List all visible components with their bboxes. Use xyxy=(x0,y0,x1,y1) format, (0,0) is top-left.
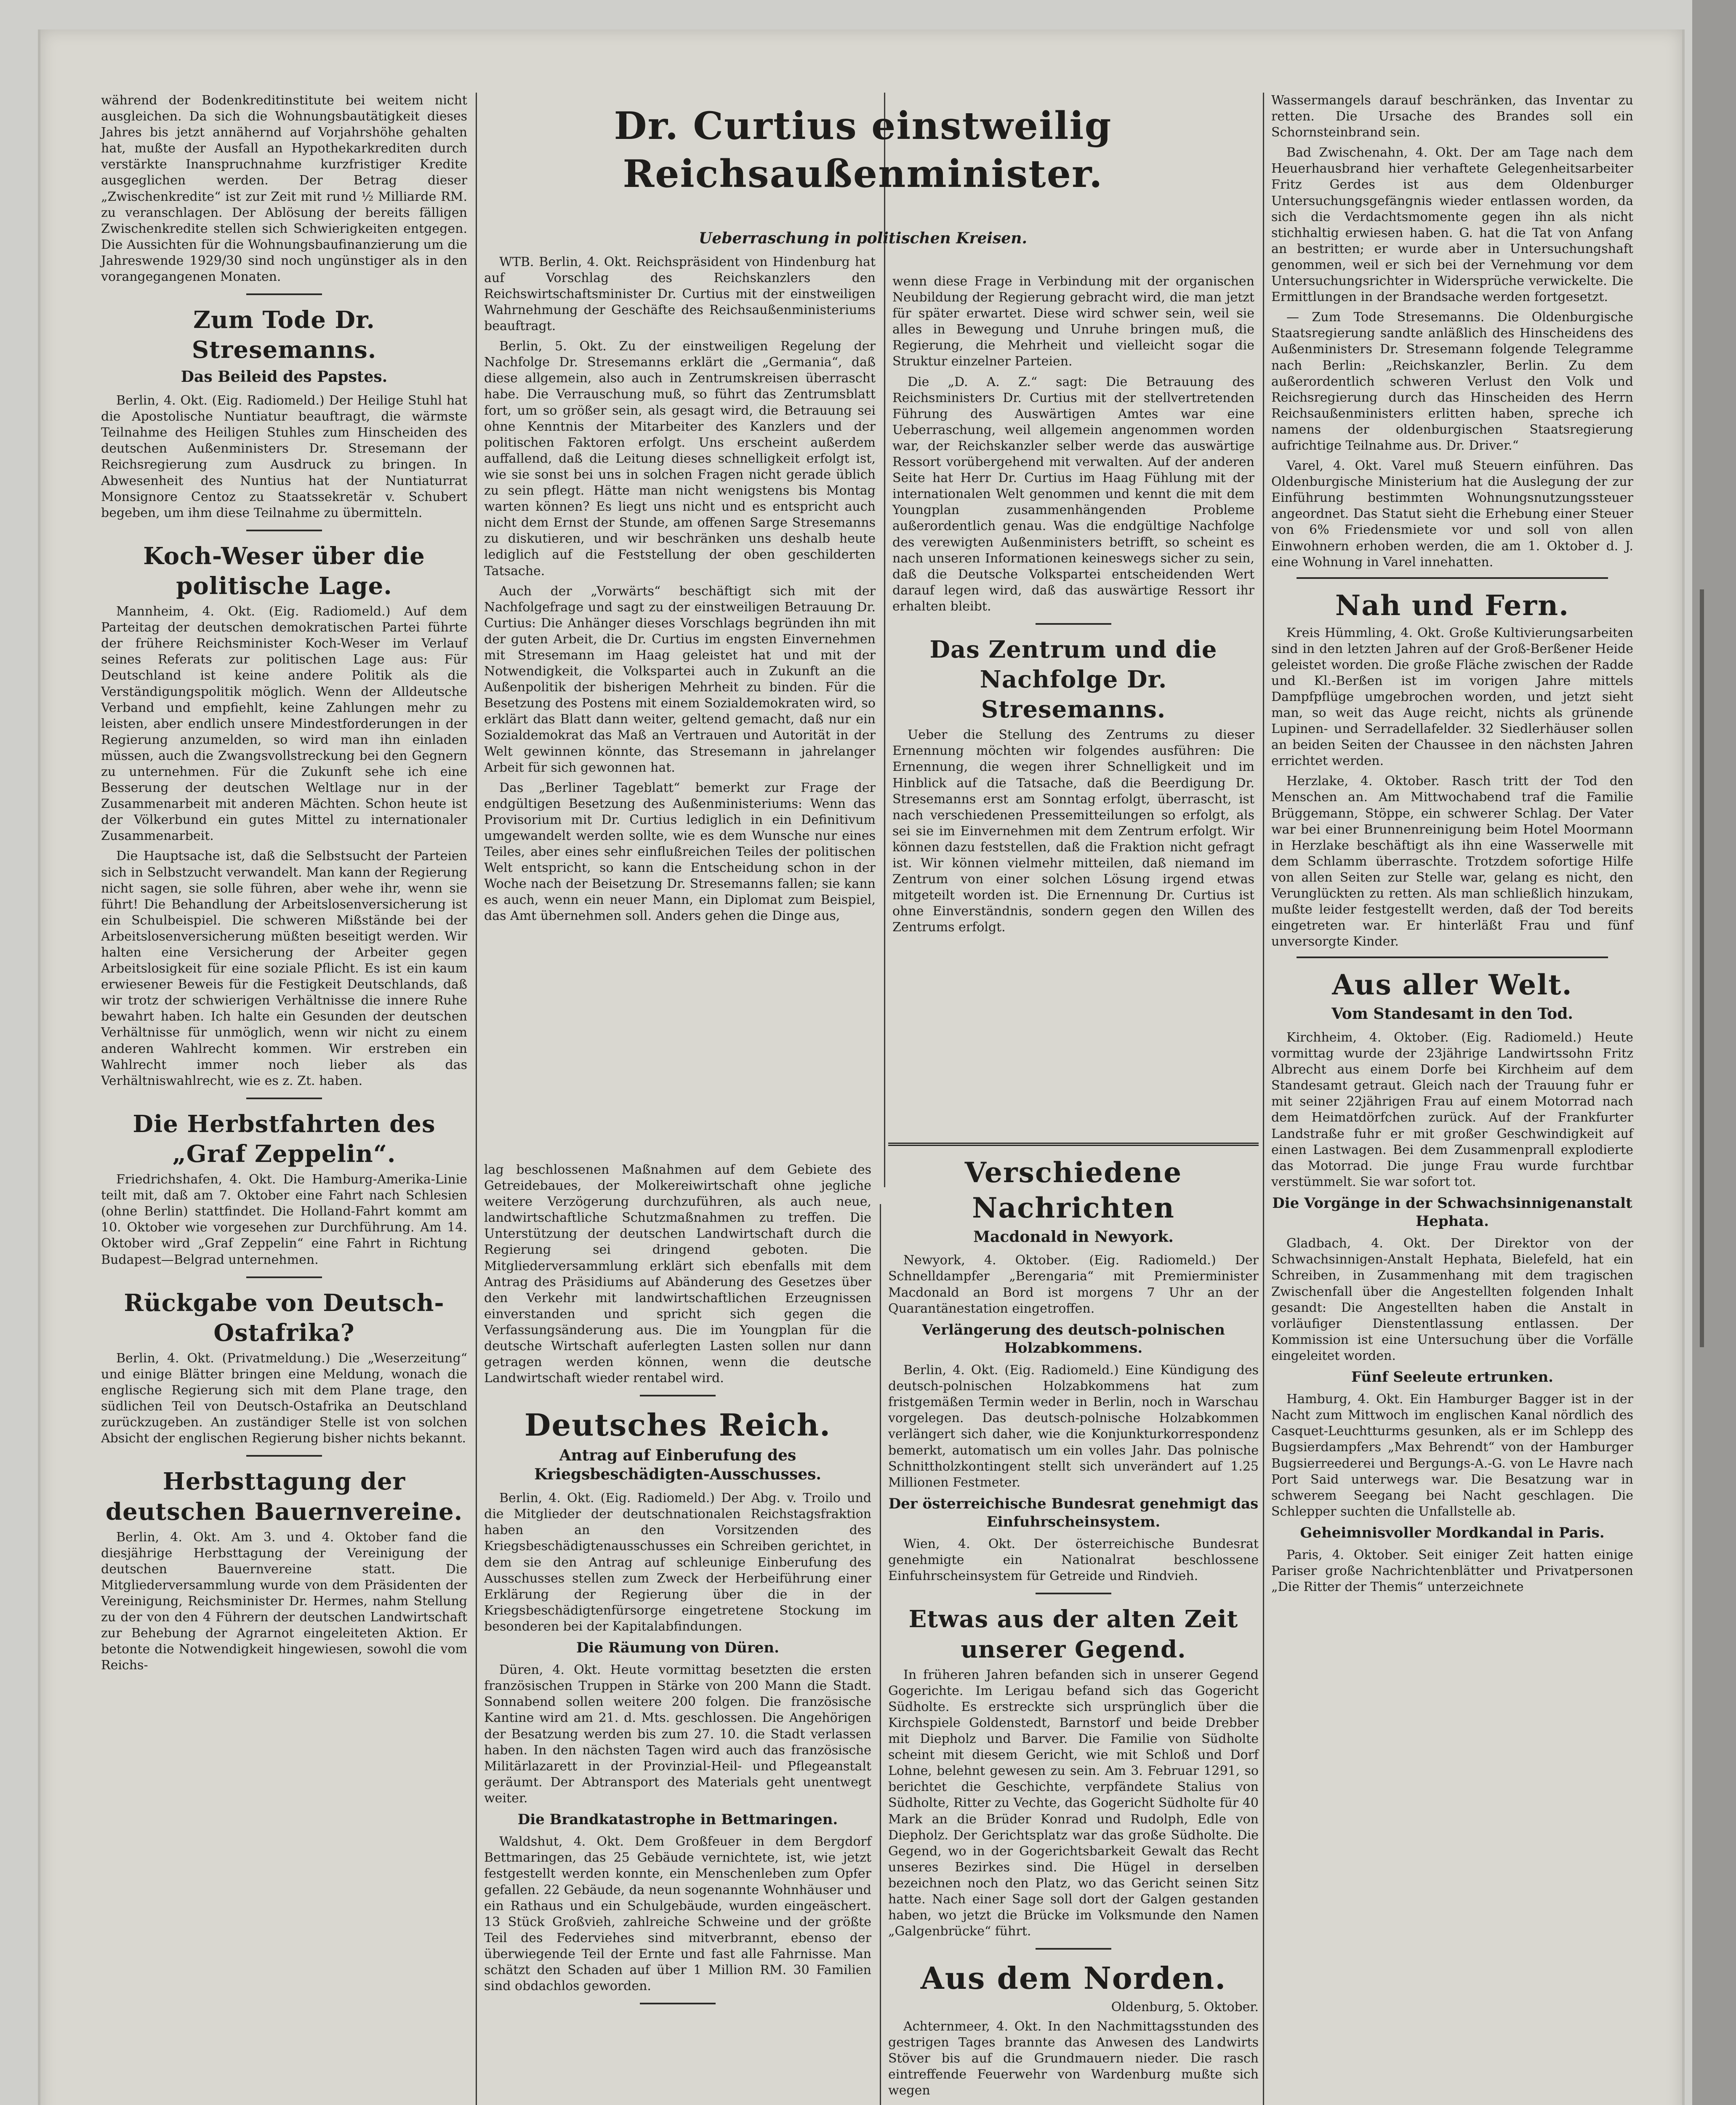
divider xyxy=(246,530,322,531)
headline: Die Räumung von Düren. xyxy=(576,1639,779,1657)
column-rule xyxy=(880,1204,881,2105)
divider xyxy=(246,293,322,295)
divider xyxy=(1036,1948,1111,1950)
section-headline: Nah und Fern. xyxy=(1335,589,1570,622)
column-1 xyxy=(101,93,467,1678)
column-3 xyxy=(892,274,1254,940)
headline: Zum Tode Dr. Stresemanns. xyxy=(192,306,377,364)
divider xyxy=(246,1276,322,1278)
headline: Der österreichische Bundesrat genehmigt das Einfuhrscheinsystem. xyxy=(888,1495,1259,1530)
article-text: Mannheim, 4. Okt. (Eig. Radiomeld.) Auf dem Parteitag der deutschen demokratischen Partei führte der frühere Reichsminister Koch-Weser im Verlauf seines Referats zur politischen Lage aus: Für Deutschland ist keine andere Politik als die Verständigungspolitik möglich. Wenn der Alldeutsche Verband und empfiehlt, keine Zahlungen mehr zu leisten, aber endlich unsere Mindestforderungen in der Regierung anzumelden, so wird man ihn einladen müssen, auch die Zwangsvollstreckung bei den Gegnern zu unternehmen. Für die Zukunft sehe ich eine Besserung der deutschen Weltlage nur in der Zusammenarbeit mit anderen Mächten. Schon heute ist der Völkerbund ein gutes Mittel zu internationaler Zusammenarbeit. xyxy=(101,604,467,844)
subheadline: Vom Standesamt in den Tod. xyxy=(1331,1005,1573,1023)
article-text: Gladbach, 4. Okt. Der Direktor von der Schwachsinnigen-Anstalt Hephata, Bielefeld, hat ein Schreiben, in Zusammenhang mit dem tragischen Zwischenfall über die Angestellten folgenden Inhalt gesandt: Die Angestellten haben die Anstalt in vorläufiger Dienstentlassung entlassen. Der Kommission ist eine Untersuchung über die Vorfälle eingeleitet worden. xyxy=(1271,1236,1633,1363)
article-text: Paris, 4. Oktober. Seit einiger Zeit hatten einige Pariser große Nachrichtenblätter und Privatpersonen „Die Ritter der Themis“ unterzeichnete xyxy=(1271,1548,1633,1595)
main-headline: Dr. Curtius einstweilig Reichsaußenminister. xyxy=(614,104,1112,197)
scan-edge xyxy=(1692,0,1736,2105)
article-text: Berlin, 4. Okt. (Eig. Radiomeld.) Der Heilige Stuhl hat die Apostolische Nuntiatur beauftragt, die wärmste Teilnahme des Heiligen Stuhles zum Hinscheiden des deutschen Außenministers Dr. Stresemann der Reichsregierung zum Ausdruck zu bringen. In Abwesenheit des Nuntius hat der Nuntiaturrat Monsignore Centoz zu Staatssekretär v. Schubert begeben, um ihm diese Teilnahme zu übermitteln. xyxy=(101,393,467,520)
section-headline: Verschiedene Nachrichten xyxy=(964,1156,1182,1224)
headline: Die Vorgänge in der Schwachsinnigenanstalt Hephata. xyxy=(1272,1194,1632,1230)
scan-binding-line xyxy=(1700,589,1704,1347)
article-text: Friedrichshafen, 4. Okt. Die Hamburg-Amerika-Linie teilt mit, daß am 7. Oktober eine Fahrt nach Schlesien (ohne Berlin) stattfindet. Die Holland-Fahrt kommt am 10. Oktober wie vorgesehen zur Durchführung. Am 14. Oktober wird „Graf Zeppelin“ eine Fahrt in Richtung Budapest—Belgrad unternehmen. xyxy=(101,1172,467,1267)
column-2-body xyxy=(484,227,1027,929)
divider xyxy=(1297,577,1608,579)
article-text: Ueber die Stellung des Zentrums zu dieser Ernennung möchten wir folgendes ausführen: Die Ernennung, die wegen ihrer Schnelligkeit und im Hinblick auf die Tatsache, daß die Beerdigung Dr. Stresemanns erst am Sonntag erfolgt, überrascht, ist nach verschiedenen Pressemitteilungen so erfolgt, als sei sie im Einvernehmen mit dem Zentrum erfolgt. Wir können dazu feststellen, daß die Fraktion nicht gefragt ist. Wir können vielmehr mitteilen, daß niemand im Zentrum von einer solchen Lösung irgend etwas mitgeteilt worden ist. Die Ernennung Dr. Curtius ist ohne Einverständnis, sondern gegen den Willen des Zentrums erfolgt. xyxy=(892,727,1254,935)
subheadline: Das Beileid des Papstes. xyxy=(181,368,388,386)
column-3-lower xyxy=(888,1137,1259,2103)
article-text: Wassermangels darauf beschränken, das Inventar zu retten. Die Ursache des Brandes soll ein Schornsteinbrand sein. xyxy=(1271,93,1633,140)
headline: Herbsttagung der deutschen Bauernvereine. xyxy=(105,1468,463,1526)
article-text: Newyork, 4. Oktober. (Eig. Radiomeld.) Der Schnelldampfer „Berengaria“ mit Premierminister Macdonald an Bord ist morgens 7 Uhr an der Quarantänestation eingetroffen. xyxy=(888,1253,1259,1316)
article-text: Berlin, 4. Okt. Am 3. und 4. Oktober fand die diesjährige Herbsttagung der Vereinigung der deutschen Bauernvereine statt. Die Mitgliederversammlung wurde von dem Präsidenten der Vereinigung, Reichsminister Dr. Hermes, nahm Stellung zu der von den 4 Führern der deutschen Landwirtschaft zur Behebung der Agrarnot eingeleiteten Aktion. Er betonte die Notwendigkeit hingewiesen, sowohl die vom Reichs- xyxy=(101,1529,467,1673)
article-text: Berlin, 4. Okt. (Privatmeldung.) Die „Weserzeitung“ und einige Blätter bringen eine Meldung, wonach die englische Regierung sich mit dem Plane trage, den südlichen Teil von Deutsch-Ostafrika an Deutschland zurückzugeben. An zuständiger Stelle ist von solchen Absicht der englischen Regierung bisher nichts bekannt. xyxy=(101,1351,467,1446)
subheadline: Antrag auf Einberufung des Kriegsbeschädigten-Ausschusses. xyxy=(534,1446,821,1484)
headline: Das Zentrum und die Nachfolge Dr. Stresemanns. xyxy=(929,635,1217,724)
article-text: Die „D. A. Z.“ sagt: Die Betrauung des Reichsministers Dr. Curtius mit der stellvertretenden Führung des Auswärtigen Amtes war eine Ueberraschung, weil allgemein angenommen worden war, der Reichskanzler selber werde das auswärtige Ressort vorübergehend mit verwalten. Auf der anderen Seite hat Herr Dr. Curtius im Haag Fühlung mit der internationalen Welt genommen und kennt die mit dem Youngplan zusammenhängenden Probleme außerordentlich genau. Was die endgültige Nachfolge des verewigten Außenministers betrifft, so scheint es nach unseren Informationen keineswegs sicher zu sein, daß die Deutsche Volkspartei entscheidenden Wert darauf legen wird, daß das auswärtige Ressort ihr erhalten bleibt. xyxy=(892,374,1254,614)
article-text: Auch der „Vorwärts“ beschäftigt sich mit der Nachfolgefrage und sagt zu der einstweiligen Betrauung Dr. Curtius: Die Anhänger dieses Vorschlags begründen ihn mit der guten Arbeit, die Dr. Curtius im engsten Einvernehmen mit Stresemann im Haag geleistet hat und mit der Notwendigkeit, die Volkspartei auch in Zukunft an die Außenpolitik der bisherigen Mehrheit zu binden. Für die Besetzung des Postens mit einem Sozialdemokraten wird, so erklärt das Blatt dann weiter, geltend gemacht, daß nur ein Sozialdemokrat das Maß an Vertrauen und Autorität in der Welt gewinnen könnte, das Stresemann in jahrelanger Arbeit für sich gewonnen hat. xyxy=(484,584,876,775)
article-text: während der Bodenkreditinstitute bei weitem nicht ausgleichen. Da sich die Wohnungsbautätigkeit dieses Jahres bis jetzt annähernd auf Vorjahrshöhe gehalten hat, mußte der Ausfall an Hypothekarkrediten durch verstärkte Inanspruchnahme kurzfristiger Kredite ausgeglichen werden. Der Betrag dieser „Zwischenkredite“ ist zur Zeit mit rund ½ Milliarde RM. zu veranschlagen. Der Ablösung der bereits fälligen Zwischenkredite stellen sich Schwierigkeiten entgegen. Die Aussichten für die Wohnungsbaufinanzierung um die Jahreswende 1929/30 sind noch ungünstiger als in den vorangegangenen Monaten. xyxy=(101,93,467,285)
divider xyxy=(640,1395,716,1396)
headline: Etwas aus der alten Zeit unserer Gegend. xyxy=(908,1605,1238,1663)
divider xyxy=(1036,623,1111,625)
article-text: Die Hauptsache ist, daß die Selbstsucht der Parteien sich in Selbstzucht verwandelt. Man kann der Regierung nicht sagen, sie solle führen, aber wehe ihr, wenn sie führt! Die Behandlung der Arbeitslosenversicherung ist ein Schulbeispiel. Die schweren Mißstände bei der Arbeitslosenversicherung müßten beseitigt werden. Wir halten eine Versicherung der Arbeiter gegen Arbeitslosigkeit für eine soziale Pflicht. Es ist ein kaum erwiesener Beweis für die Festigkeit Deutschlands, daß wir trotz der schwierigen Verhältnisse die innere Ruhe bewahrt haben. Ich halte ein Gesunden der deutschen Verhältnisse für unmöglich, wenn wir nicht zu einem anderen Wahlrecht kommen. Wir erstreben ein Wahlrecht immer noch lieber als das Verhältniswahlrecht, wie es z. Zt. haben. xyxy=(101,849,467,1088)
article-text: In früheren Jahren befanden sich in unserer Gegend Gogerichte. Im Lerigau befand sich das Gogericht Südholte. Es erstreckte sich ursprünglich über die Kirchspiele Goldenstedt, Barnstorf und beide Drebber mit Diepholz und Barver. Die Familie von Südholte scheint mit diesem Gericht, wie mit Schloß und Dorf Lohne, belehnt gewesen zu sein. Am 3. Februar 1291, so berichtet die Geschichte, verpfändete Stalius von Südholte, Ritter zu Vechte, das Gogericht Südholte für 40 Mark an die Brüder Konrad und Rudolph, Edle von Diepholz. Der Gerichtsplatz war das große Südholte. Die Gegend, wo in der Gogerichtsbarkeit Gewalt das Recht unseres Bezirkes sind. Die Hügel in derselben bezeichnen noch den Platz, wo das Gericht seinen Sitz hatte. Nach einer Sage soll dort der Galgen gestanden haben, wo jetzt die Brücke im Volksmunde den Namen „Galgenbrücke“ führt. xyxy=(888,1667,1259,1939)
section-headline: Aus dem Norden. xyxy=(920,1960,1227,1996)
column-rule xyxy=(1263,93,1264,2105)
column-4 xyxy=(1271,93,1633,1599)
article-text: Berlin, 4. Okt. (Eig. Radiomeld.) Eine Kündigung des deutsch-polnischen Holzabkommens hat zum fristgemäßen Termin weder in Berlin, noch in Warschau vorgelegen. Das deutsch-polnische Holzabkommen verlängert sich daher, wie die Konjunkturkorrespondenz bemerkt, automatisch um ein volles Jahr. Das polnische Schnittholzkontingent stellt sich unverändert auf 1.25 Millionen Festmeter. xyxy=(888,1363,1259,1490)
article-text: Waldshut, 4. Okt. Dem Großfeuer in dem Bergdorf Bettmaringen, das 25 Gebäude vernichtete, ist, wie jetzt festgestellt werden konnte, ein Menschenleben zum Opfer gefallen. 22 Gebäude, da neun sogenannte Wohnhäuser und ein Rathaus und ein Schulgebäude, wurden eingeäschert. 13 Stück Großvieh, zahlreiche Schweine und der größte Teil des Federviehes sind mitverbrannt, ebenso der überwiegende Teil der Ernte und fast alle Fahrnisse. Man schätzt den Schaden auf über 1 Million RM. 30 Familien sind obdachlos geworden. xyxy=(484,1834,871,1994)
article-text: Das „Berliner Tageblatt“ bemerkt zur Frage der endgültigen Besetzung des Außenministeriums: Wenn das Provisorium mit Dr. Curtius lediglich in ein Definitivum umgewandelt werden sollte, wie es dem Wunsche nur eines Teiles, aber eines sehr einflußreichen Teiles der politischen Welt entspricht, so kann die Entscheidung schon in der Woche nach der Beisetzung Dr. Stresemanns fallen; sie kann es auch, wenn ein neuer Mann, ein Diplomat zum Beispiel, das Amt übernehmen soll. Anders gehen die Dinge aus, xyxy=(484,780,876,924)
article-text: Achternmeer, 4. Okt. In den Nachmittagsstunden des gestrigen Tages brannte das Anwesen des Landwirts Stöver bis auf die Grundmauern nieder. Die rasch eintreffende Feuerwehr von Wardenburg mußte sich wegen xyxy=(888,2019,1259,2098)
article-text: Varel, 4. Okt. Varel muß Steuern einführen. Das Oldenburgische Ministerium hat die Auslegung der zur Einführung bestimmten Wohnungsnutzungssteuer angeordnet. Das Statut sieht die Erhebung einer Steuer von 6% Friedensmiete vor und soll von allen Einwohnern erhoben werden, die am 1. Oktober d. J. eine Wohnung in Varel innehatten. xyxy=(1271,458,1633,570)
divider xyxy=(1297,957,1608,958)
headline: Koch-Weser über die politische Lage. xyxy=(143,542,425,600)
section-headline: Aus aller Welt. xyxy=(1332,968,1573,1002)
headline: Die Brandkatastrophe in Bettmaringen. xyxy=(517,1811,838,1828)
headline: Geheimnisvoller Mordkandal in Paris. xyxy=(1300,1524,1605,1541)
article-text: Bad Zwischenahn, 4. Okt. Der am Tage nach dem Heuerhausbrand hier verhaftete Gelegenheitsarbeiter Fritz Gerdes ist aus dem Oldenburger Untersuchungsgefängnis wieder entlassen worden, da sich die Verdachtsmomente gegen ihn als nicht stichhaltig erwiesen haben. G. hat die Tat von Anfang an bestritten; er wurde aber in Untersuchungshaft genommen, weil er sich bei der Vernehmung vor dem Untersuchungsrichter in Widersprüche verwickelte. Die Ermittlungen in der Brandsache werden fortgesetzt. xyxy=(1271,145,1633,305)
column-rule xyxy=(476,93,477,2105)
article-text: wenn diese Frage in Verbindung mit der organischen Neubildung der Regierung gebracht wird, die man jetzt für später erwartet. Diese wird schwer sein, weil sie alles in Bewegung und Unruhe bringen muß, die Regierung, die Mehrheit und vielleicht sogar die Struktur einzelner Parteien. xyxy=(892,274,1254,369)
article-text: Hamburg, 4. Okt. Ein Hamburger Bagger ist in der Nacht zum Mittwoch im englischen Kanal nördlich des Casquet-Leuchtturms gesunken, als er im Schlepp des Bugsierdampfers „Max Behrendt“ von der Hamburger Bugsierreederei und Bergungs-A.-G. von Le Havre nach Port Said unterwegs war. Die Besatzung war in schwerem Seegang bei Nacht geschlagen. Die Schlepper suchten die Unfallstelle ab. xyxy=(1271,1392,1633,1519)
headline: Verlängerung des deutsch-polnischen Holzabkommens. xyxy=(922,1321,1225,1356)
column-2-lower xyxy=(484,1162,871,2013)
divider xyxy=(246,1455,322,1457)
divider xyxy=(888,1143,1259,1146)
column-rule xyxy=(884,93,885,1187)
subheadline: Macdonald in Newyork. xyxy=(973,1228,1174,1246)
divider xyxy=(246,1098,322,1099)
column-2 xyxy=(484,93,1112,200)
article-text: Kirchheim, 4. Oktober. (Eig. Radiomeld.) Heute vormittag wurde der 23jährige Landwirtssohn Fritz Albrecht aus einem Dorfe bei Kirchheim auf dem Standesamt getraut. Gleich nach der Trauung fuhr er mit seiner 22jährigen Frau auf einem Motorrad nach dem Heimatdörfchen zurück. Auf der Frankfurter Landstraße fuhr er mit großer Geschwindigkeit auf einen Lastwagen. Bei dem Zusammenprall explodierte das Motorrad. Die junge Frau wurde furchtbar verstümmelt. Sie war sofort tot. xyxy=(1271,1030,1633,1189)
article-text: Berlin, 5. Okt. Zu der einstweiligen Regelung der Nachfolge Dr. Stresemanns erklärt die „Germania“, daß diese allgemein, also auch in Zentrumskreisen überrascht habe. Die Verrauschung muß, so führt das Zentrumsblatt fort, um so größer sein, als gesagt wird, die Betrauung sei ohne Kenntnis der Mitarbeiter des Kanzlers und der politischen Faktoren erfolgt. Uns erscheint außerdem auffallend, daß die Leitung dieses schnelligkeit erfolgt ist, wie sie sonst bei uns in solchen Fragen nicht gerade üblich zu sein pflegt. Hätte man nicht wenigstens bis Montag warten können? Es liegt uns nicht und es entspricht auch nicht dem Ernst der Stunde, am offenen Sarge Stresemanns zu diskutieren, und wir beschränken uns deshalb heute lediglich auf die Feststellung der oben geschilderten Tatsache. xyxy=(484,339,876,578)
article-text: Düren, 4. Okt. Heute vormittag besetzten die ersten französischen Truppen in Stärke von 200 Mann die Stadt. Sonnabend sollen weitere 200 folgen. Die französische Kantine wird am 21. d. Mts. geschlossen. Die Angehörigen der Besatzung werden bis zum 27. 10. die Stadt verlassen haben. In den nächsten Tagen wird auch das französische Militärlazarett in der Provinzial-Heil- und Pflegeanstalt geräumt. Der Abtransport des Materials geht unentwegt weiter. xyxy=(484,1663,871,1806)
article-text: Kreis Hümmling, 4. Okt. Große Kultivierungsarbeiten sind in den letzten Jahren auf der Groß-Berßener Heide geleistet worden. Die große Fläche zwischen der Radde und Kl.-Berßen ist im vorigen Jahre mittels Dampfpflüge umgebrochen worden, und jetzt sieht man, so weit das Auge reicht, nichts als grünende Lupinen- und Serradellafelder. 32 Siedlerhäuser sollen an beiden Seiten der Chaussee in den nächsten Jahren errichtet werden. xyxy=(1271,625,1633,769)
headline: Fünf Seeleute ertrunken. xyxy=(1351,1368,1554,1386)
article-text: Berlin, 4. Okt. (Eig. Radiomeld.) Der Abg. v. Troilo und die Mitglieder der deutschnationalen Reichstagsfraktion haben an den Vorsitzenden des Kriegsbeschädigtenausschusses ein Schreiben gerichtet, in dem sie den Antrag auf schleunige Einberufung des Ausschusses stellen zum Zweck der Herbeiführung einer Erklärung der Regierung über die in der Kriegsbeschädigtenfürsorge eingetretene Stockung im besonderen bei der Kapitalabfindungen. xyxy=(484,1491,871,1634)
article-text: — Zum Tode Stresemanns. Die Oldenburgische Staatsregierung sandte anläßlich des Hinscheidens des Außenministers Dr. Stresemann folgende Telegramme nach Berlin: „Reichskanzler, Berlin. Zu dem außerordentlich schweren Verlust den Volk und Reichsregierung durch das Hinscheiden des Herrn Reichsaußenministers erlitten haben, spreche ich namens der oldenburgischen Staatsregierung aufrichtige Teilnahme aus. Dr. Driver.“ xyxy=(1271,310,1633,453)
headline: Die Herbstfahrten des „Graf Zeppelin“. xyxy=(133,1110,436,1168)
article-text: Herzlake, 4. Oktober. Rasch tritt der Tod den Menschen an. Am Mittwochabend traf die Familie Brüggemann, Stöppe, ein schwerer Schlag. Der Vater war bei einer Brunnenreinigung beim Hotel Moormann in Herzlake beschäftigt als ihn eine Wasserwelle mit dem Schlamm überraschte. Trotzdem sofortige Hilfe von allen Seiten zur Stelle war, gelang es nicht, den Verunglückten zu retten. Als man schließlich hinzukam, mußte leider festgestellt werden, daß der Tod bereits eingetreten war. Er hinterläßt Frau und fünf unversorgte Kinder. xyxy=(1271,774,1633,949)
article-text: lag beschlossenen Maßnahmen auf dem Gebiete des Getreidebaues, der Molkereiwirtschaft ohne jegliche weitere Verzögerung durchzuführen, als auch neue, landwirtschaftliche Schutzmaßnahmen zu treffen. Die Unterstützung der deutschen Landwirtschaft durch die Regierung sei dringend geboten. Die Mitgliederversammlung erklärt sich ebenfalls mit dem Antrag des Präsidiums auf Abänderung des Gesetzes über den Verkehr mit landwirtschaftlichen Erzeugnissen einverstanden und spricht sich gegen die Verfassungsänderung aus. Die im Youngplan für die deutsche Wirtschaft auferlegten Lasten sollen nur dann getragen werden können, wenn die deutsche Landwirtschaft wieder rentabel wird. xyxy=(484,1162,871,1386)
article-text: Wien, 4. Okt. Der österreichische Bundesrat genehmigte ein Nationalrat beschlossene Einfuhrscheinsystem für Getreide und Rindvieh. xyxy=(888,1537,1259,1584)
article-text: WTB. Berlin, 4. Okt. Reichspräsident von Hindenburg hat auf Vorschlag des Reichskanzlers den Reichswirtschaftsminister Dr. Curtius mit der einstweiligen Wahrnehmung der Geschäfte des Reichsaußenministeriums beauftragt. xyxy=(484,254,876,334)
headline: Rückgabe von Deutsch-Ostafrika? xyxy=(124,1289,445,1347)
divider xyxy=(1036,1593,1111,1594)
main-subheadline: Ueberraschung in politischen Kreisen. xyxy=(699,229,1027,247)
divider xyxy=(640,2003,716,2004)
section-headline: Deutsches Reich. xyxy=(524,1407,831,1443)
dateline: Oldenburg, 5. Oktober. xyxy=(1111,1999,1259,2014)
